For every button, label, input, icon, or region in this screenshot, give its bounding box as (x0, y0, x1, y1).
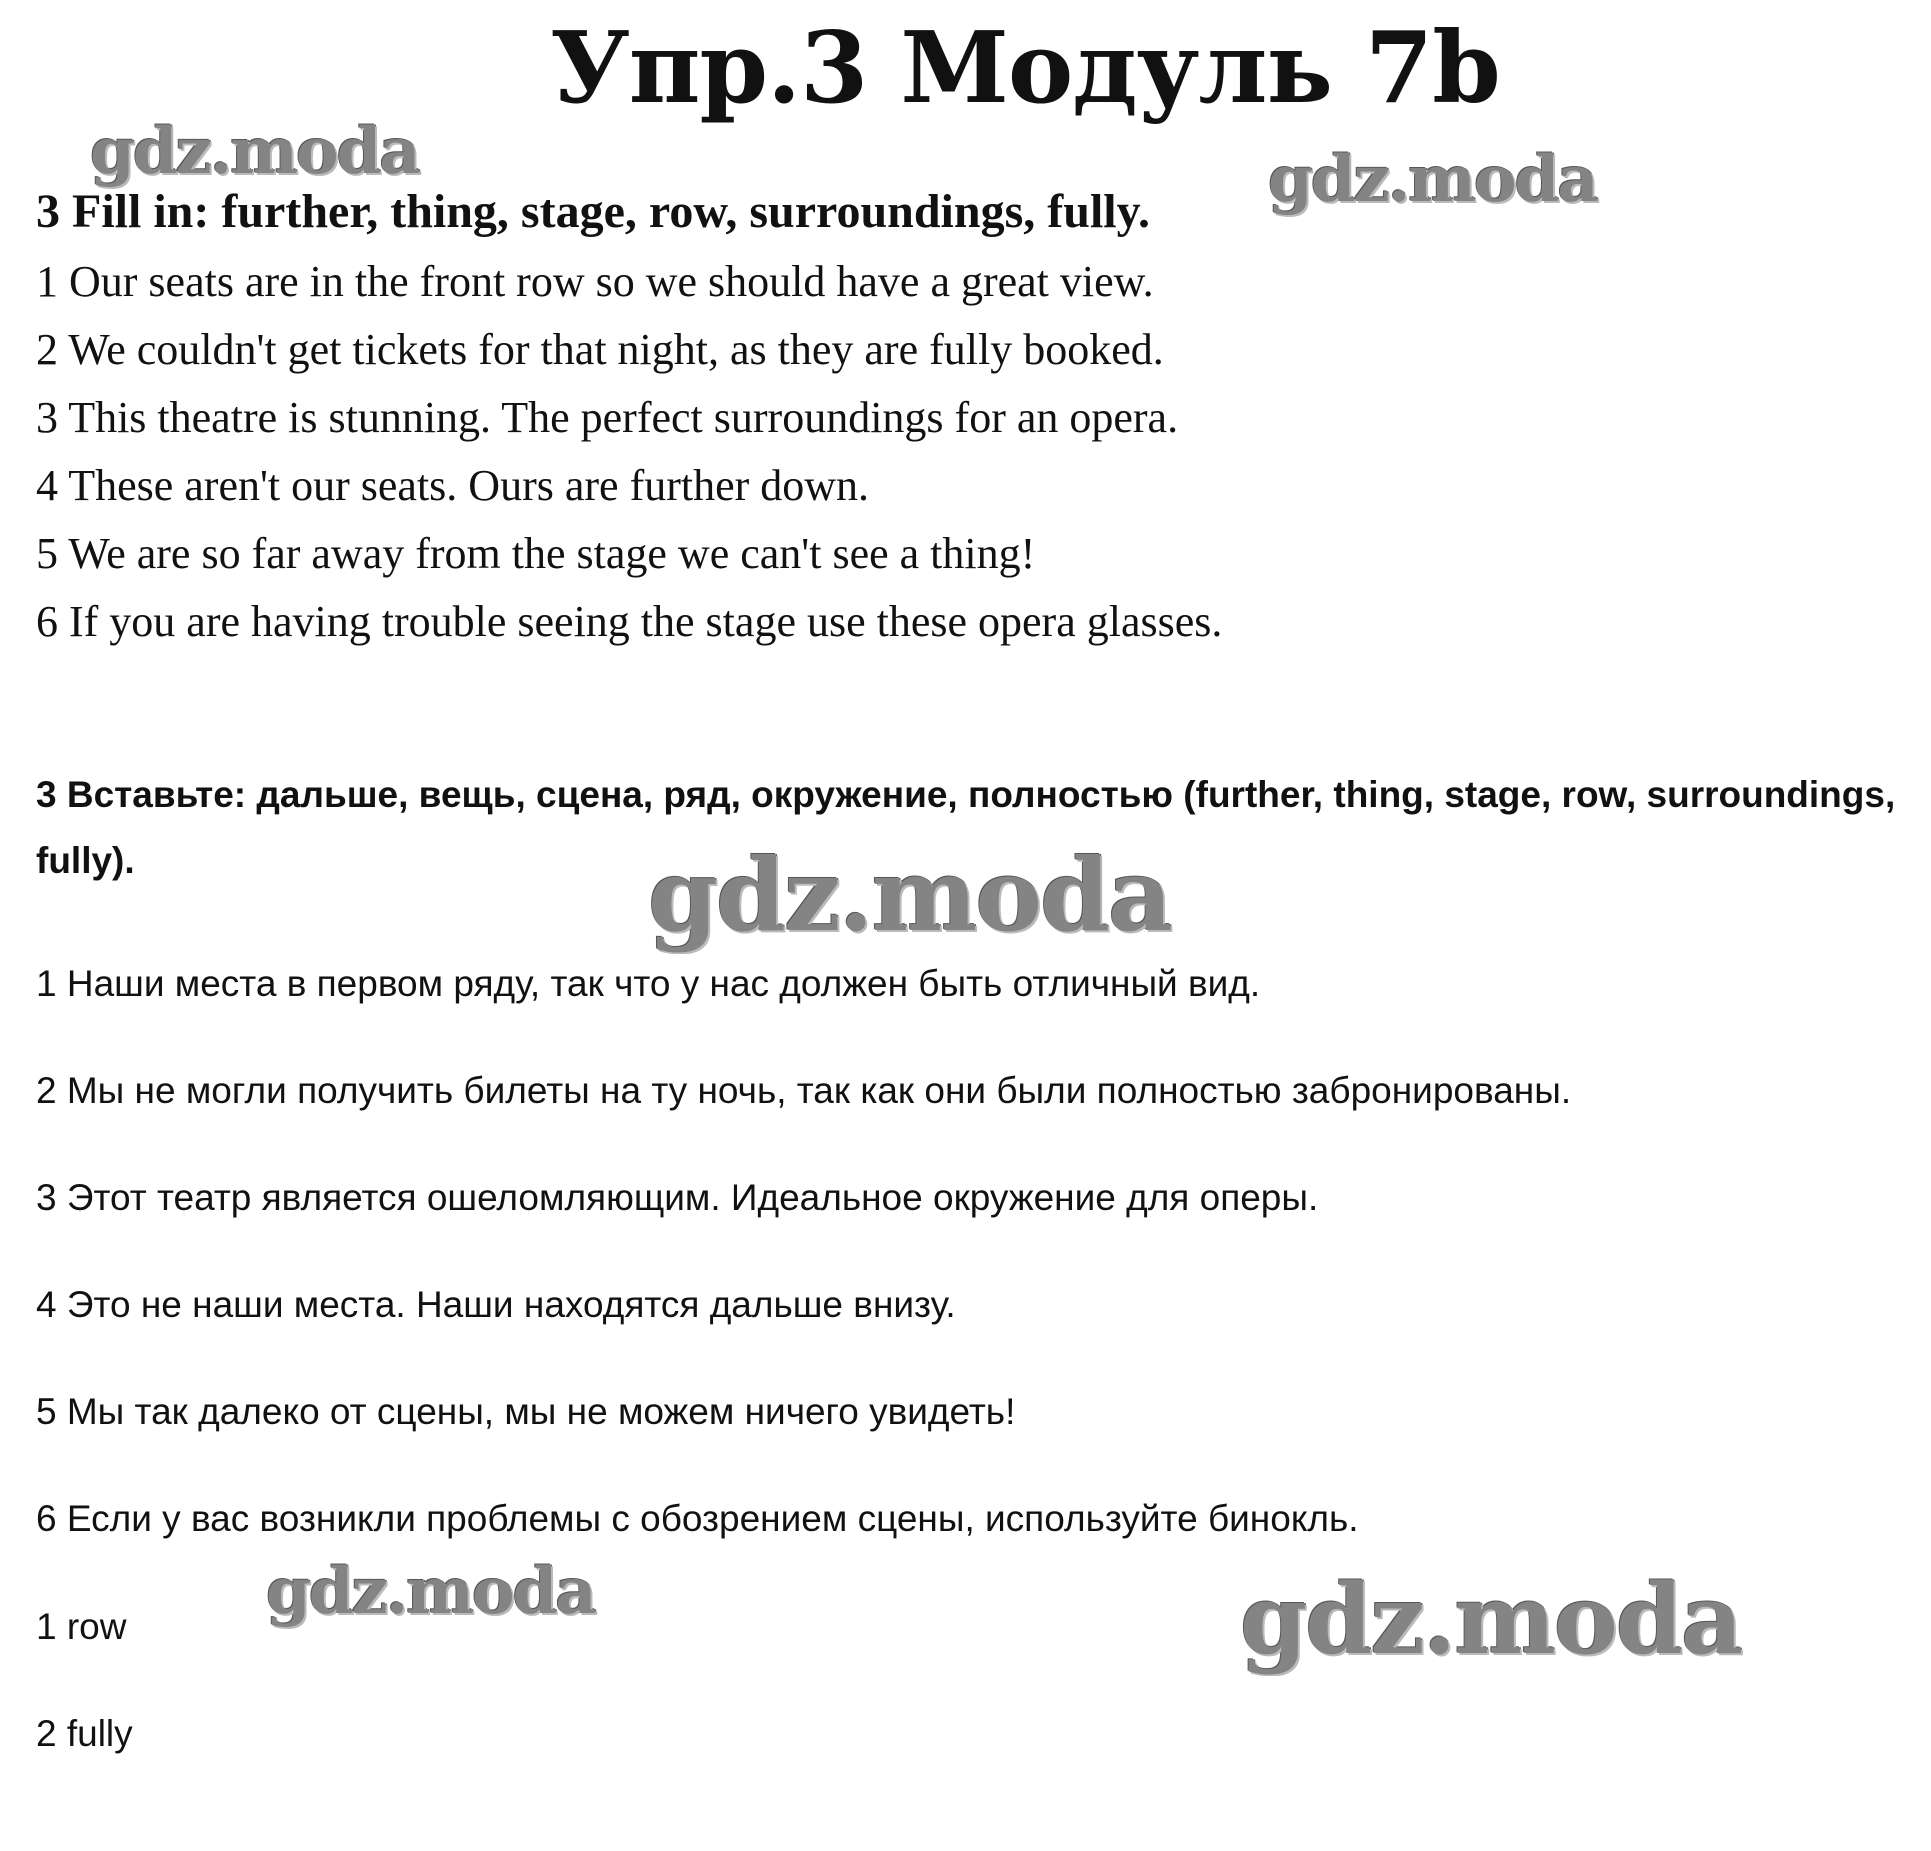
english-exercise-heading: 3 Fill in: further, thing, stage, row, surroundings, fully. (36, 185, 1150, 238)
answer-2: 2 fully (36, 1713, 133, 1754)
english-sentence-list (36, 248, 1222, 656)
answer-list (36, 1573, 133, 1787)
russian-sentence-1: 1 Наши места в первом ряду, так что у нас должен быть отличный вид. (36, 963, 1261, 1004)
watermark-logo: gdz.moda (90, 114, 419, 189)
watermark-logo: gdz.moda (266, 1554, 595, 1629)
russian-sentence-4: 4 Это не наши места. Наши находятся дальше внизу. (36, 1284, 956, 1325)
watermark-logo: gdz.moda (648, 836, 1171, 954)
russian-sentence-2: 2 Мы не могли получить билеты на ту ночь, так как они были полностью забронированы. (36, 1070, 1572, 1111)
watermark-logo: gdz.moda (1240, 1563, 1742, 1676)
russian-sentence-5: 5 Мы так далеко от сцены, мы не можем ничего увидеть! (36, 1391, 1016, 1432)
russian-sentence-list (36, 930, 1571, 1572)
page-title: Упр.3 Модуль 7b (550, 11, 1500, 126)
english-sentence-3: 3 This theatre is stunning. The perfect surroundings for an opera. (36, 393, 1179, 442)
answer-1: 1 row (36, 1606, 127, 1647)
english-sentence-5: 5 We are so far away from the stage we can't see a thing! (36, 529, 1036, 578)
russian-sentence-3: 3 Этот театр является ошеломляющим. Идеальное окружение для оперы. (36, 1177, 1319, 1218)
english-sentence-6: 6 If you are having trouble seeing the stage use these opera glasses. (36, 597, 1223, 646)
watermark-logo: gdz.moda (1268, 142, 1597, 217)
english-sentence-2: 2 We couldn't get tickets for that night, as they are fully booked. (36, 325, 1164, 374)
english-sentence-4: 4 These aren't our seats. Ours are further down. (36, 461, 870, 510)
english-sentence-1: 1 Our seats are in the front row so we should have a great view. (36, 257, 1154, 306)
russian-sentence-6: 6 Если у вас возникли проблемы с обозрением сцены, используйте бинокль. (36, 1498, 1359, 1539)
russian-exercise-heading: 3 Вставьте: дальше, вещь, сцена, ряд, окружение, полностью (further, thing, stage, row, surroundings, fully). (36, 774, 1896, 881)
